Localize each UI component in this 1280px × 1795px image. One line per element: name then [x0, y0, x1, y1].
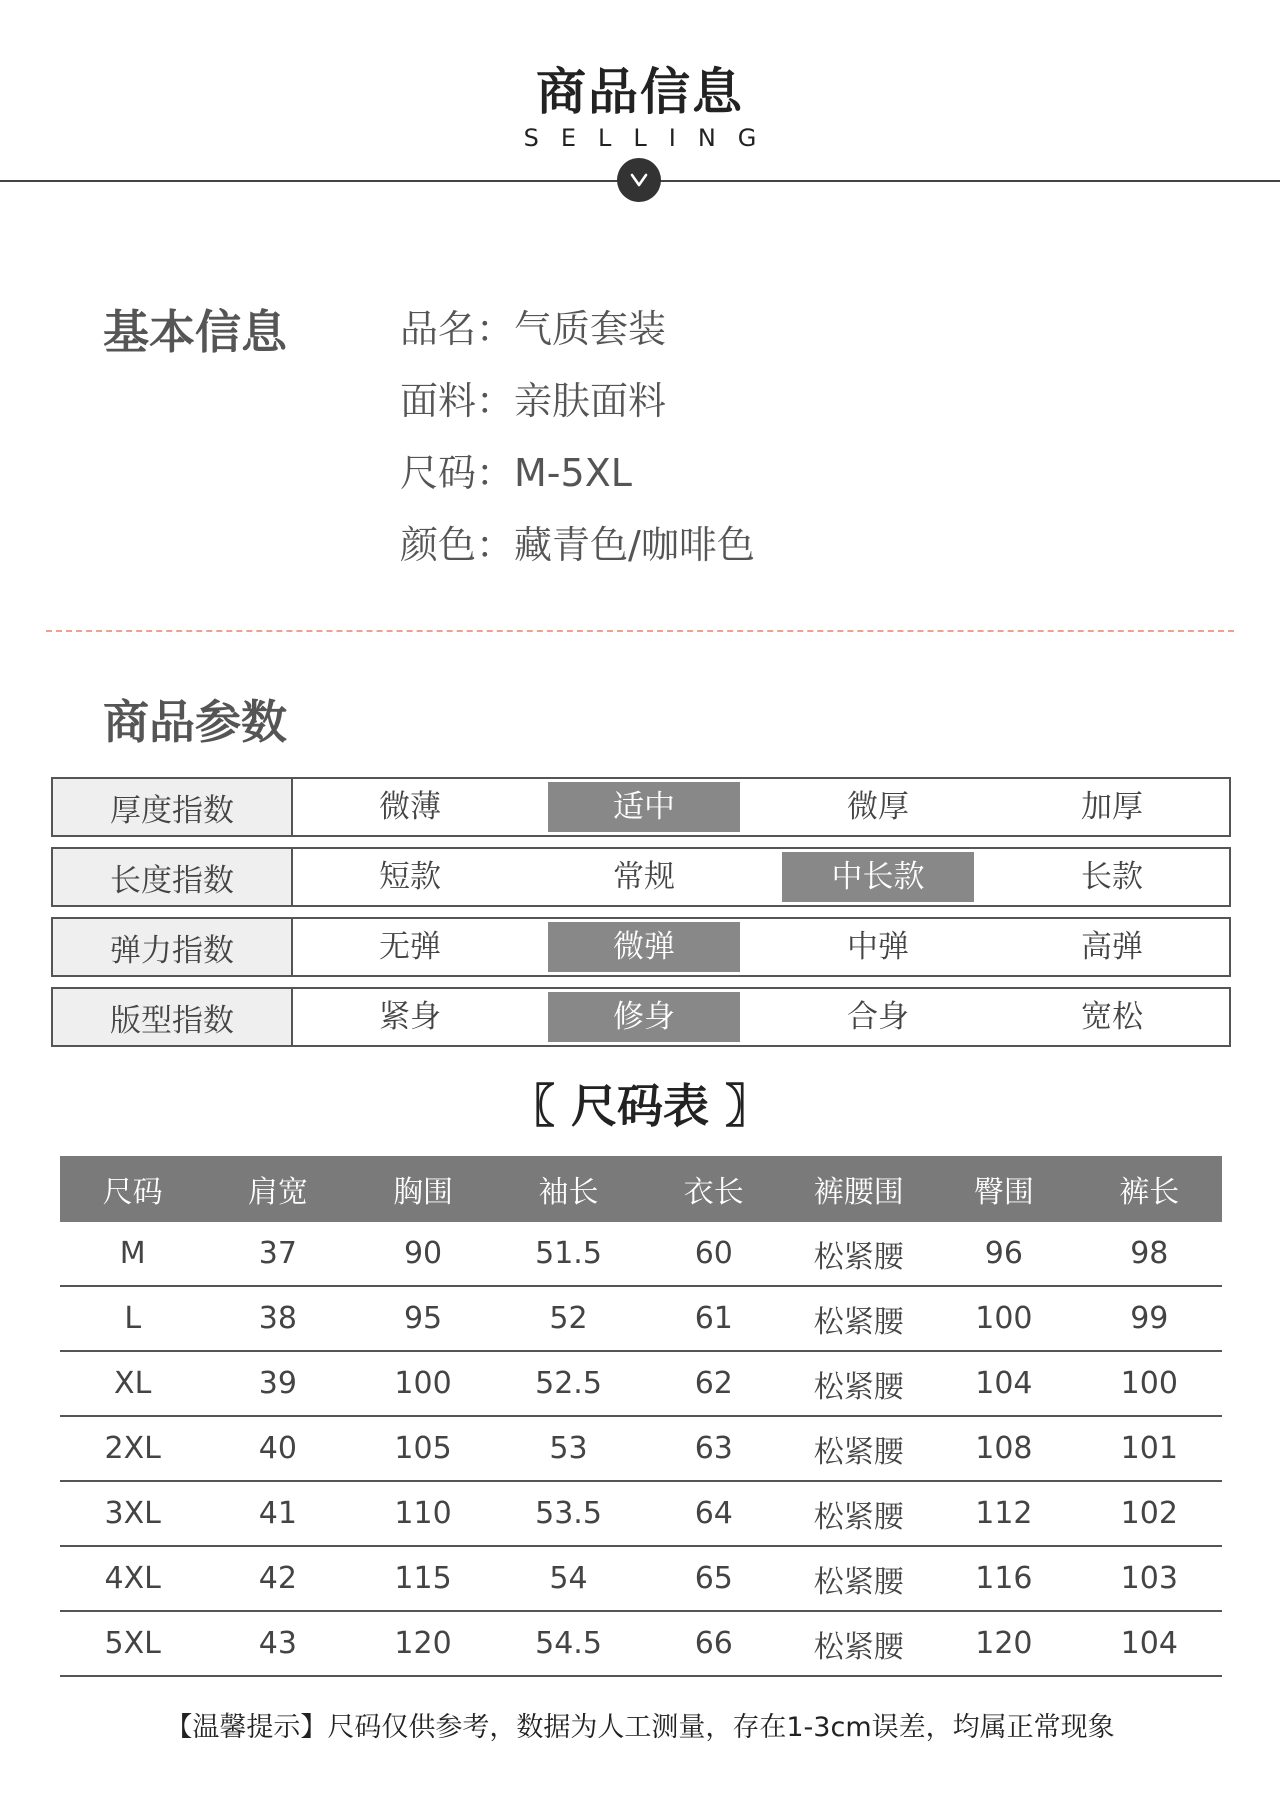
column-header: 裤长 [1077, 1156, 1222, 1222]
param-option [995, 922, 1229, 972]
table-cell: 松紧腰 [786, 1416, 931, 1481]
param-option [293, 992, 527, 1042]
table-row [60, 1286, 1222, 1351]
table-cell: 64 [641, 1481, 786, 1546]
table-cell: 100 [350, 1351, 495, 1416]
param-option-text: 无弹 [379, 929, 441, 965]
table-cell: 108 [931, 1416, 1076, 1481]
info-line-color [400, 514, 755, 569]
info-value: 气质套装 [514, 307, 667, 351]
param-label: 弹力指数 [53, 919, 293, 975]
table-cell: 2XL [60, 1416, 205, 1481]
param-option-text: 适中 [548, 782, 740, 832]
table-cell: 53.5 [496, 1481, 642, 1546]
info-line-size [400, 442, 632, 497]
column-header: 尺码 [60, 1156, 205, 1222]
table-cell: 54.5 [496, 1611, 642, 1676]
table-cell: 61 [641, 1286, 786, 1351]
page-title: 商品信息 [536, 63, 744, 121]
param-option-text: 短款 [379, 859, 441, 895]
size-chart-table [60, 1156, 1222, 1677]
table-row [60, 1611, 1222, 1676]
table-cell: 41 [205, 1481, 350, 1546]
param-options [293, 849, 1229, 905]
param-option-text: 高弹 [1081, 929, 1143, 965]
params-heading: 商品参数 [103, 695, 287, 749]
table-cell: M [60, 1222, 205, 1286]
table-cell: 103 [1077, 1546, 1222, 1611]
table-row [60, 1416, 1222, 1481]
table-cell: 100 [931, 1286, 1076, 1351]
table-cell: 66 [641, 1611, 786, 1676]
table-cell: 3XL [60, 1481, 205, 1546]
param-option [293, 782, 527, 832]
table-cell: 101 [1077, 1416, 1222, 1481]
table-cell: 40 [205, 1416, 350, 1481]
param-option [995, 992, 1229, 1042]
basic-info-heading: 基本信息 [103, 305, 287, 359]
table-cell: 37 [205, 1222, 350, 1286]
param-option [293, 922, 527, 972]
info-label: 尺码： [400, 451, 515, 495]
column-header: 裤腰围 [786, 1156, 931, 1222]
table-cell: 51.5 [496, 1222, 642, 1286]
param-row-thickness [51, 777, 1231, 837]
table-row [60, 1546, 1222, 1611]
param-option-text: 长款 [1081, 859, 1143, 895]
param-option [527, 922, 761, 972]
param-option [761, 852, 995, 902]
info-label: 颜色： [400, 523, 515, 567]
param-options [293, 989, 1229, 1045]
table-cell: 99 [1077, 1286, 1222, 1351]
table-cell: 110 [350, 1481, 495, 1546]
info-label: 面料： [400, 379, 515, 423]
param-option-text: 微弹 [548, 922, 740, 972]
table-cell: 4XL [60, 1546, 205, 1611]
param-label: 版型指数 [53, 989, 293, 1045]
size-note: 【温馨提示】尺码仅供参考，数据为人工测量，存在1-3cm误差，均属正常现象 [165, 1712, 1115, 1743]
table-cell: 松紧腰 [786, 1351, 931, 1416]
param-row-elasticity [51, 917, 1231, 977]
table-cell: 松紧腰 [786, 1611, 931, 1676]
param-option [761, 782, 995, 832]
param-options [293, 779, 1229, 835]
table-cell: 52.5 [496, 1351, 642, 1416]
param-option [527, 992, 761, 1042]
param-option-text: 修身 [548, 992, 740, 1042]
table-cell: 53 [496, 1416, 642, 1481]
table-cell: 100 [1077, 1351, 1222, 1416]
param-row-fit [51, 987, 1231, 1047]
info-value: 藏青色/咖啡色 [514, 523, 755, 567]
column-header: 臀围 [931, 1156, 1076, 1222]
dashed-divider [46, 630, 1234, 632]
size-chart-title: 〖 尺码表 〗 [508, 1079, 772, 1133]
param-option-text: 微厚 [847, 789, 909, 825]
table-cell: 松紧腰 [786, 1481, 931, 1546]
table-cell: 松紧腰 [786, 1222, 931, 1286]
table-cell: 90 [350, 1222, 495, 1286]
table-cell: 松紧腰 [786, 1286, 931, 1351]
table-cell: 102 [1077, 1481, 1222, 1546]
table-cell: 5XL [60, 1611, 205, 1676]
chevron-v-glyph [629, 172, 649, 188]
table-cell: 98 [1077, 1222, 1222, 1286]
table-cell: 95 [350, 1286, 495, 1351]
table-cell: 52 [496, 1286, 642, 1351]
table-cell: 96 [931, 1222, 1076, 1286]
param-option-text: 微薄 [379, 789, 441, 825]
column-header: 袖长 [496, 1156, 642, 1222]
param-label: 厚度指数 [53, 779, 293, 835]
param-option [761, 922, 995, 972]
param-option-text: 中长款 [782, 852, 974, 902]
param-option [527, 852, 761, 902]
table-cell: 松紧腰 [786, 1546, 931, 1611]
table-cell: 65 [641, 1546, 786, 1611]
table-row [60, 1222, 1222, 1286]
param-row-length [51, 847, 1231, 907]
param-label: 长度指数 [53, 849, 293, 905]
param-option [761, 992, 995, 1042]
table-cell: 39 [205, 1351, 350, 1416]
info-line-name [400, 298, 666, 353]
table-cell: 104 [1077, 1611, 1222, 1676]
param-option-text: 加厚 [1081, 789, 1143, 825]
table-row [60, 1351, 1222, 1416]
table-cell: 112 [931, 1481, 1076, 1546]
table-cell: 120 [931, 1611, 1076, 1676]
table-cell: 63 [641, 1416, 786, 1481]
table-cell: 42 [205, 1546, 350, 1611]
table-cell: XL [60, 1351, 205, 1416]
param-option-text: 常规 [613, 859, 675, 895]
column-header: 胸围 [350, 1156, 495, 1222]
info-value: 亲肤面料 [514, 379, 667, 423]
param-option [995, 782, 1229, 832]
page-subtitle: SELLING [523, 124, 779, 152]
table-cell: 38 [205, 1286, 350, 1351]
table-cell: 62 [641, 1351, 786, 1416]
table-cell: 54 [496, 1546, 642, 1611]
column-header: 肩宽 [205, 1156, 350, 1222]
param-option [995, 852, 1229, 902]
param-option [293, 852, 527, 902]
param-options [293, 919, 1229, 975]
param-option-text: 紧身 [379, 999, 441, 1035]
column-header: 衣长 [641, 1156, 786, 1222]
table-cell: 104 [931, 1351, 1076, 1416]
info-value: M-5XL [514, 451, 632, 495]
table-cell: 115 [350, 1546, 495, 1611]
param-option-text: 中弹 [847, 929, 909, 965]
size-chart-header-row [60, 1156, 1222, 1222]
param-option [527, 782, 761, 832]
info-line-fabric [400, 370, 666, 425]
table-cell: 105 [350, 1416, 495, 1481]
table-cell: 60 [641, 1222, 786, 1286]
table-cell: L [60, 1286, 205, 1351]
info-label: 品名： [400, 307, 515, 351]
param-option-text: 宽松 [1081, 999, 1143, 1035]
table-row [60, 1481, 1222, 1546]
table-cell: 116 [931, 1546, 1076, 1611]
table-cell: 43 [205, 1611, 350, 1676]
chevron-down-icon [617, 158, 661, 202]
table-cell: 120 [350, 1611, 495, 1676]
param-option-text: 合身 [847, 999, 909, 1035]
